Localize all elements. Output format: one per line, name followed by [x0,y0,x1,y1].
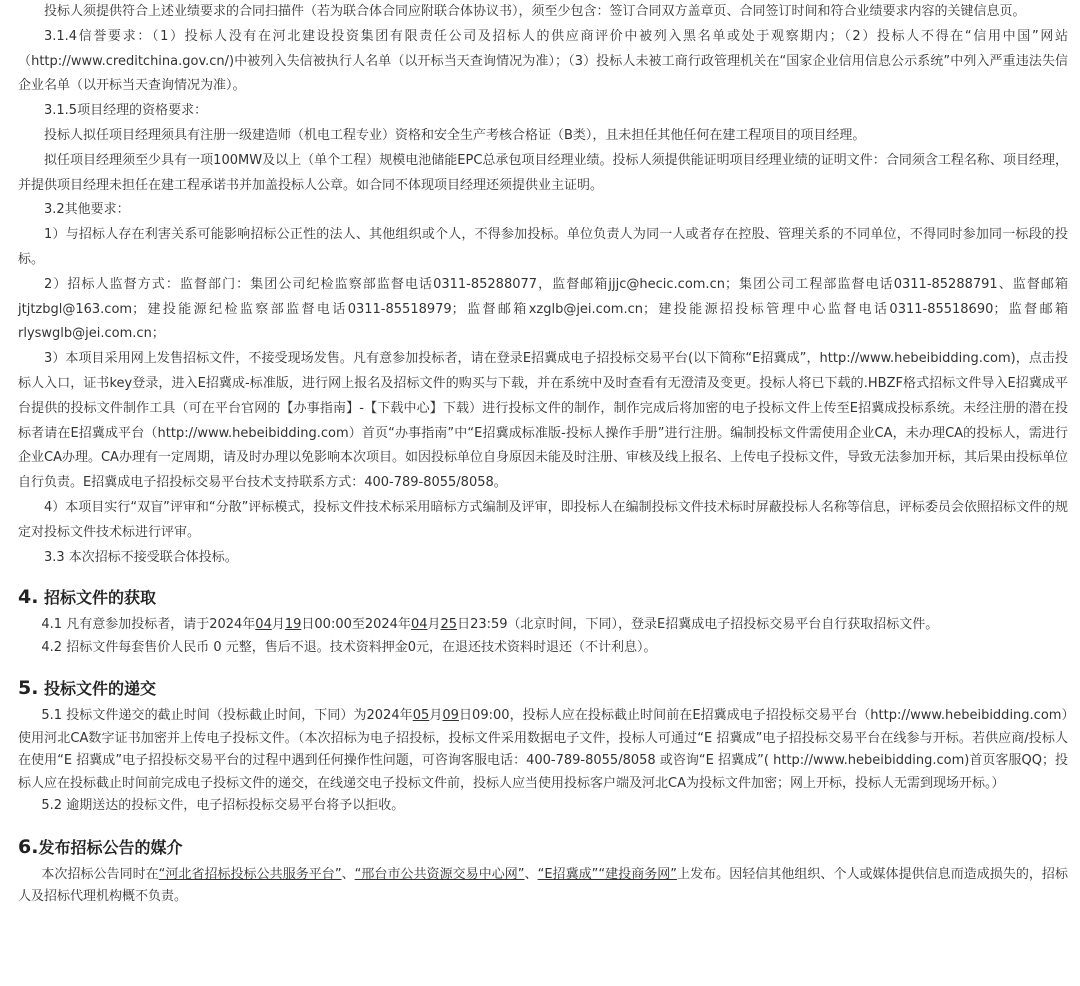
paragraph-other-requirements-heading: 3.2其他要求： [44,202,130,218]
section-4 [18,580,1068,659]
paragraph-conflict-of-interest: 1）与招标人存在利害关系可能影响招标公正性的法人、其他组织或个人，不得参加投标。单位负责人为同一人或者存在控股、管理关系的不同单位，不得同时参加同一标段的投标。 [18,227,1068,267]
paragraph-pm-qualification: 投标人拟任项目经理须具有注册一级建造师（机电工程专业）资格和安全生产考核合格证（B类），且未担任其他任何在建工程项目的项目经理。 [44,127,866,143]
section-4-heading: 4. 招标文件的获取 [18,586,157,609]
paragraph-late-rejection: 5.2 逾期送达的投标文件，电子招标投标交易平台将予以拒收。 [41,798,405,814]
paragraph-double-blind: 4）本项目实行“双盲”评审和“分散”评标模式，投标文件技术标采用暗标方式编制及评审，即投标人在编制投标文件技术标时屏蔽投标人名称等信息，评标委员会依照招标文件的规定对投标文件技术标进行评审。 [18,499,1068,540]
paragraph-publication-media: 本次招标公告同时在“河北省招标投标公共服务平台”、“邢台市公共资源交易中心网”、“E招冀成”“建投商务网”上发布。因轻信其他组织、个人或媒体提供信息而造成损失的，招标人及招标代理机构概不负责。 [18,866,1068,905]
section-3-content [18,0,1068,570]
paragraph-credit-requirements: 3.1.4信誉要求：（1）投标人没有在河北建设投资集团有限责任公司及招标人的供应商评价中被列入黑名单或处于观察期内；（2）投标人不得在“信用中国”网站（http://www.creditchina.gov.cn/)中被列入失信被执行人名单（以开标当天查询情况为准）；（3）投标人未被工商行政管理机关在“国家企业信用信息公示系统”中列入严重违法失信企业名单（以开标当天查询情况为准）。 [18,28,1068,94]
paragraph-no-consortium: 3.3 本次招标不接受联合体投标。 [44,549,238,565]
paragraph-supervision: 2）招标人监督方式：监督部门：集团公司纪检监察部监督电话0311-85288077，监督邮箱jjjc@hecic.com.cn；集团公司工程部监督电话0311-85288791、监督邮箱jtjtzbgl@163.com；建投能源纪检监察部监督电话0311-85518979；监督邮箱xzglb@jei.com.cn；建投能源招投标管理中心监督电话0311-85518690；监督邮箱rlyswglb@jei.com.cn； [18,276,1068,342]
section-6-heading: 6.发布招标公告的媒介 [18,835,183,858]
paragraph-online-bidding: 3）本项目采用网上发售招标文件，不接受现场发售。凡有意参加投标者，请在登录E招冀成电子招投标交易平台(以下简称“E招冀成”，http://www.hebeibidding.com)，点击投标人入口，证书key登录，进入E招冀成-标准版，进行网上报名及招标文件的购买与下载，并在系统中及时查看有无澄清及变更。投标人将已下载的.HBZF格式招标文件导入E招冀成平台提供的投标文件制作工具（可在平台官网的【办事指南】-【下载中心】下载）进行投标文件的制作，制作完成后将加密的电子投标文件上传至E招冀成投标系统。未经注册的潜在投标者请在E招冀成平台（http://www.hebeibidding.com）首页“办事指南”中“E招冀成标准版-投标人操作手册”进行注册。编制投标文件需使用企业CA，未办理CA的投标人，需进行企业CA办理。CA办理有一定周期，请及时办理以免影响本次项目。如因投标单位自身原因未能及时注册、审核及线上报名、上传电子投标文件，导致无法参加开标，其后果由投标单位自行负责。E招冀成电子招投标交易平台技术支持联系方式：400-789-8055/8058。 [18,351,1068,491]
paragraph-document-price: 4.2 招标文件每套售价人民币 0 元整，售后不退。技术资料押金0元，在退还技术资料时退还（不计利息）。 [41,639,657,655]
link-hebei-platform[interactable]: “河北省招标投标公共服务平台” [158,866,342,882]
paragraph-obtain-period: 4.1 凡有意参加投标者，请于2024年04月19日00:00至2024年04月25日23:59（北京时间，下同），登录E招冀成电子招投标交易平台自行获取招标文件。 [41,617,939,633]
section-5-heading: 5. 投标文件的递交 [18,677,157,700]
paragraph-performance-docs: 投标人须提供符合上述业绩要求的合同扫描件（若为联合体合同应附联合体协议书），须至少包含：签订合同双方盖章页、合同签订时间和符合业绩要求内容的关键信息页。 [44,4,1026,19]
link-xingtai-platform[interactable]: “邢台市公共资源交易中心网” [354,866,525,882]
section-5 [18,671,1068,818]
paragraph-pm-experience: 拟任项目经理须至少具有一项100MW及以上（单个工程）规模电池储能EPC总承包项目经理业绩。投标人须提供能证明项目经理业绩的证明文件：合同须含工程名称、项目经理，并提供项目经理未担任在建工程承诺书并加盖投标人公章。如合同不体现项目经理还须提供业主证明。 [18,152,1068,193]
section-6 [18,830,1068,909]
paragraph-submission-deadline: 5.1 投标文件递交的截止时间（投标截止时间，下同）为2024年05月09日09:00，投标人应在投标截止时间前在E招冀成电子招投标交易平台（http://www.hebeibidding.com）使用河北CA数字证书加密并上传电子投标文件。（本次招标为电子招投标，投标文件采用数据电子文件，投标人可通过“E 招冀成”电子招投标交易平台在线参与开标。若供应商/投标人在使用“E 招冀成”电子招投标交易平台的过程中遇到任何操作性问题，可咨询客服电话：400-789-8055/8058 或咨询“E 招冀成”( http://www.hebeibidding.com)首页客服QQ；投标人应在投标截止时间前完成电子投标文件的递交，在线递交电子投标文件前，投标人应当使用投标客户端及河北CA为投标文件加密；网上开标，投标人无需到现场开标。） [18,708,1068,791]
paragraph-pm-qualification-heading: 3.1.5项目经理的资格要求： [44,103,208,119]
link-ezhaojicheng-platform[interactable]: “E招冀成”“建投商务网” [537,866,678,882]
